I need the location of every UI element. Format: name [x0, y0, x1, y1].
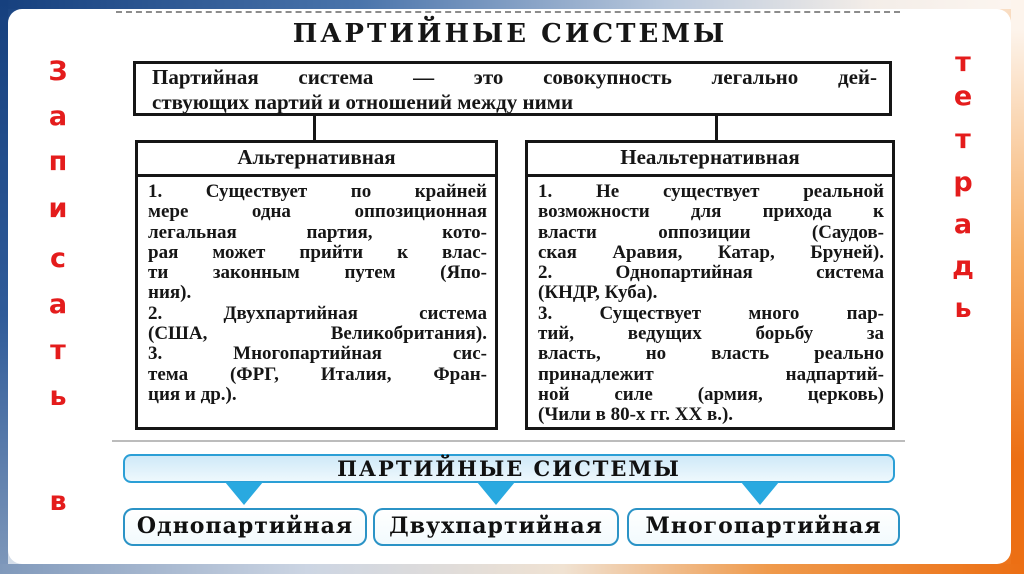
column-non-alternative: [525, 140, 895, 430]
arrow-down-icon: [741, 482, 779, 505]
scan-text-line: 2. Однопартийная система: [538, 262, 884, 284]
frame-bottom-border: [0, 564, 1024, 574]
definition-line-2: ствующих партий и отношений между ними: [152, 90, 574, 114]
diagram-item-one-party: Однопартийная: [123, 508, 367, 546]
column-text: [528, 177, 892, 426]
handwritten-letter: р: [953, 167, 973, 198]
scheme-title: ПАРТИЙНЫЕ СИСТЕМЫ: [292, 19, 728, 49]
scan-text-line: ская Аравия, Катар, Бруней).: [538, 241, 884, 263]
handwritten-letter: а: [953, 209, 973, 240]
scan-text-line: 3. Многопартийная сис-: [148, 343, 487, 365]
handwritten-letter: д: [952, 251, 974, 282]
handwritten-letter: е: [953, 81, 973, 112]
handwritten-letter: З: [48, 56, 68, 87]
handwritten-letter: т: [955, 124, 971, 155]
scan-text-line: легальная партия, кото-: [148, 221, 487, 243]
handwritten-letter: ь: [49, 381, 67, 412]
column-header: Неальтернативная: [528, 143, 892, 177]
scan-text-line: ния).: [148, 282, 192, 304]
definition-line-1: [152, 65, 877, 90]
definition-rest: — это совокупность легально дей-: [373, 65, 877, 89]
scan-text-line: (КНДР, Куба).: [538, 282, 658, 304]
connector-line-right: [715, 114, 718, 141]
handwritten-letter: и: [48, 193, 68, 224]
diagram-item-two-party: Двухпартийная: [373, 508, 619, 546]
scan-text-line: ной силе (армия, церковь): [538, 383, 884, 405]
margin-note-left: [44, 0, 72, 574]
connector-line-left: [313, 114, 316, 141]
scan-text-line: (США, Великобритания).: [148, 323, 487, 345]
scan-text-line: тий, ведущих борьбу за: [538, 323, 884, 345]
scan-text-line: власть, но власть реально: [538, 343, 884, 365]
column-text: [138, 177, 495, 405]
diagram-header-box: ПАРТИЙНЫЕ СИСТЕМЫ: [123, 454, 895, 483]
frame-left-border: [0, 0, 8, 574]
handwritten-letter: т: [50, 335, 66, 366]
arrow-down-icon: [477, 482, 515, 505]
column-alternative: [135, 140, 498, 430]
section-divider: [112, 440, 905, 442]
handwritten-letter: а: [48, 289, 68, 320]
handwritten-letter: в: [49, 486, 67, 517]
definition-term: Партийная система: [152, 65, 374, 89]
margin-note-right: [949, 0, 977, 574]
handwritten-letter: т: [955, 47, 971, 78]
scan-text-line: ти законным путем (Япо-: [148, 262, 487, 284]
scan-text-line: 2. Двухпартийная система: [148, 302, 487, 324]
handwritten-letter: а: [48, 101, 68, 132]
definition-box: [133, 61, 892, 116]
scan-text-line: (Чили в 80-х гг. XX в.).: [538, 404, 734, 426]
column-header: Альтернативная: [138, 143, 495, 177]
scan-text-line: 1. Существует по крайней: [148, 181, 487, 202]
scan-text-line: власти оппозиции (Саудов-: [538, 221, 884, 243]
frame-top-border: [0, 0, 1024, 9]
scan-text-line: тема (ФРГ, Италия, Фран-: [148, 363, 487, 385]
diagram-item-multi-party: Многопартийная: [627, 508, 900, 546]
handwritten-letter: с: [49, 243, 66, 274]
scan-text-line: ция и др.).: [148, 383, 237, 405]
arrow-down-icon: [225, 482, 263, 505]
scan-text-line: 3. Существует много пар-: [538, 302, 884, 324]
scanned-scheme: [110, 14, 910, 448]
frame-right-border: [1011, 0, 1024, 574]
handwritten-letter: п: [48, 146, 68, 177]
scan-artifact-line: [116, 11, 900, 13]
handwritten-letter: ь: [954, 293, 972, 324]
scan-text-line: рая может прийти к влас-: [148, 241, 487, 263]
scan-text-line: 1. Не существует реальной: [538, 181, 884, 202]
scan-text-line: возможности для прихода к: [538, 201, 884, 223]
scan-text-line: принадлежит надпартий-: [538, 363, 884, 385]
scan-text-line: мере одна оппозиционная: [148, 201, 487, 223]
